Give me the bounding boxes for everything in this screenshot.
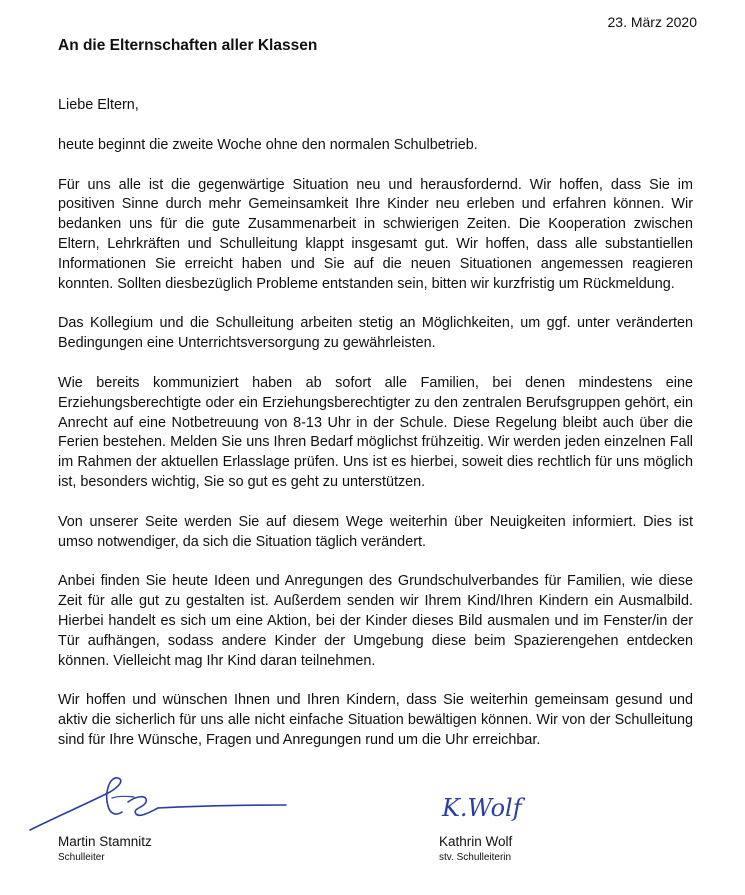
signer-role: stv. Schulleiterin (439, 852, 512, 863)
signature-drawing-wolf (438, 784, 548, 830)
paragraph-7: Wir hoffen und wünschen Ihnen und Ihren Kindern, dass Sie weiterhin gemeinsam gesund und aktiv die sicherlich für uns alle nicht einfache Situation bewältigen können. Wir von der Schulleitung sind für Ihre Wünsche, Fragen und Anregungen rund um die Uhr erreichbar. (58, 692, 693, 748)
signer-role: Schulleiter (58, 852, 105, 863)
signature-drawing-stamnitz (24, 772, 294, 836)
signer-name: Kathrin Wolf (439, 834, 513, 849)
letter-subject: An die Elternschaften aller Klassen (58, 37, 318, 54)
paragraph-6: Anbei finden Sie heute Ideen und Anregungen des Grundschulverbandes für Familien, wie diese Zeit für alle gut zu gestalten ist. Außerdem senden wir Ihrem Kind/Ihren Kindern ein Ausmalbild. Hierbei handelt es sich um eine Aktion, bei der Kinder dieses Bild ausmalen und im Fenster/in der Tür aufhängen, sodass andere Kinder der Umgebung diese beim Spazierengehen entdecken können. Vielleicht mag Ihr Kind daran teilnehmen. (58, 573, 693, 669)
signature-block-wolf (439, 833, 512, 865)
salutation: Liebe Eltern, (58, 97, 139, 113)
paragraph-2: Für uns alle ist die gegenwärtige Situation neu und herausfordernd. Wir hoffen, dass Sie im positiven Sinne durch mehr Gemeinsamkeit Ihre Kinder neu erleben und erfahren können. Wir bedanken uns für die gute Zusammenarbeit in schwierigen Zeiten. Die Kooperation zwischen Eltern, Lehrkräften und Schulleitung klappt insgesamt gut. Wir hoffen, dass alle substantiellen Informationen Sie erreicht haben und Sie auf die neuen Situationen angemessen reagieren konnten. Sollten diesbezüglich Probleme entstanden sein, bitten wir kurzfristig um Rückmeldung. (58, 176, 693, 292)
letter-body (58, 96, 693, 771)
paragraph-1: heute beginnt die zweite Woche ohne den normalen Schulbetrieb. (58, 136, 478, 153)
svg-text:K.Wolf: K.Wolf (442, 794, 522, 822)
paragraph-4: Wie bereits kommuniziert haben ab sofort alle Familien, bei denen mindestens eine Erziehungsberechtigte oder ein Erziehungsberechtigter zu den zentralen Berufsgruppen gehört, ein Anrecht auf eine Notbetreuung von 8-13 Uhr in der Schule. Diese Regelung bleibt auch über die Ferien bestehen. Melden Sie uns Ihren Bedarf möglichst frühzeitig. Wir werden jeden einzelnen Fall im Rahmen der aktuellen Erlasslage prüfen. Uns ist es hierbei, soweit dies rechtlich für uns möglich ist, besonders wichtig, Sie so gut es geht zu unterstützen. (58, 374, 693, 490)
signer-name: Martin Stamnitz (58, 834, 152, 849)
paragraph-3: Das Kollegium und die Schulleitung arbeiten stetig an Möglichkeiten, um ggf. unter veränderten Bedingungen eine Unterrichtsversorgung zu gewährleisten. (58, 315, 693, 352)
signature-block-stamnitz (58, 833, 152, 865)
letter-date: 23. März 2020 (607, 14, 697, 30)
paragraph-5: Von unserer Seite werden Sie auf diesem Wege weiterhin über Neuigkeiten informiert. Dies ist umso notwendiger, da sich die Situation täglich verändert. (58, 513, 693, 550)
